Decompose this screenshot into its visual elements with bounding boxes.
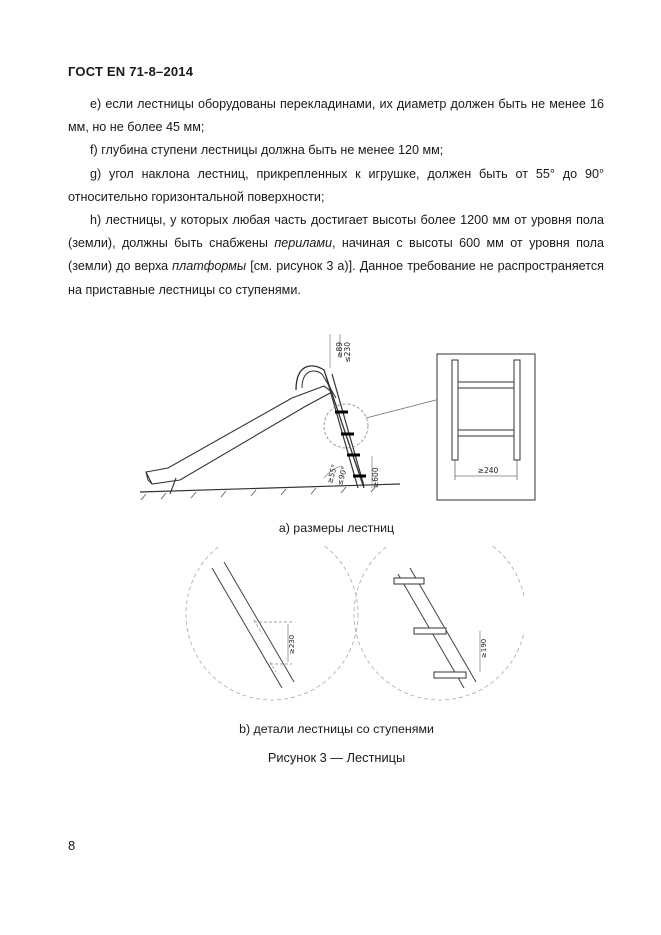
detail-leader: [366, 400, 436, 418]
detail-ladder: [452, 360, 520, 480]
detail-b-left-circle: [186, 546, 358, 700]
slide-support: [170, 478, 176, 494]
caption-a: а) размеры лестниц: [278, 521, 395, 535]
dim-top-1: ≥89: [335, 342, 344, 358]
paragraph-e: е) если лестницы оборудованы перекладинами, их диаметр должен быть не менее 16 мм, но не более 45 мм;: [68, 97, 604, 135]
dim-step-right: ≥190: [480, 638, 488, 658]
dim-step-left: ≥230: [288, 634, 296, 654]
dim-angle-1: ≥55°: [325, 463, 339, 485]
page-number: 8: [68, 838, 76, 853]
paragraph-h: [68, 209, 604, 302]
dim-width: ≥240: [477, 466, 499, 475]
slide-chute: [146, 386, 332, 484]
figure-a-slide-ladder: [136, 328, 536, 508]
detail-b-right-steps: [394, 578, 466, 678]
term-platform: платформы: [172, 259, 247, 274]
paragraph-h-text-3: [см. рисунок 3 а)]. Данное требование не распространяется на приставные лестницы со ступенями.: [68, 259, 604, 297]
doc-header: ГОСТ EN 71-8–2014: [68, 64, 194, 79]
term-railings: перилами: [274, 236, 332, 251]
figure-title: Рисунок 3 — Лестницы: [267, 750, 406, 765]
body-text: [68, 93, 604, 302]
dim-top-2: ≤230: [343, 342, 352, 363]
paragraph-f: f) глубина ступени лестницы должна быть не менее 120 мм;: [90, 143, 444, 158]
ground-line: [140, 484, 400, 492]
caption-b: b) детали лестницы со ступенями: [239, 722, 434, 736]
dim-angle-2: ≤90°: [335, 465, 349, 487]
paragraph-h-text-1: h) лестницы, у которых любая часть достигает высоты более 1200 мм от уровня пола (земли), должны быть снабжены: [68, 213, 604, 251]
detail-b-left-rail: [212, 562, 294, 688]
figure-b-step-details: [184, 546, 524, 716]
paragraph-g: g) угол наклона лестниц, прикрепленных к игрушке, должен быть от 55° до 90° относительно горизонтальной поверхности;: [68, 166, 604, 204]
paragraph-h-text-2: , начиная с высоты 600 мм от уровня пола (земли) до верха: [68, 236, 604, 274]
dim-height: ≥600: [371, 467, 380, 488]
